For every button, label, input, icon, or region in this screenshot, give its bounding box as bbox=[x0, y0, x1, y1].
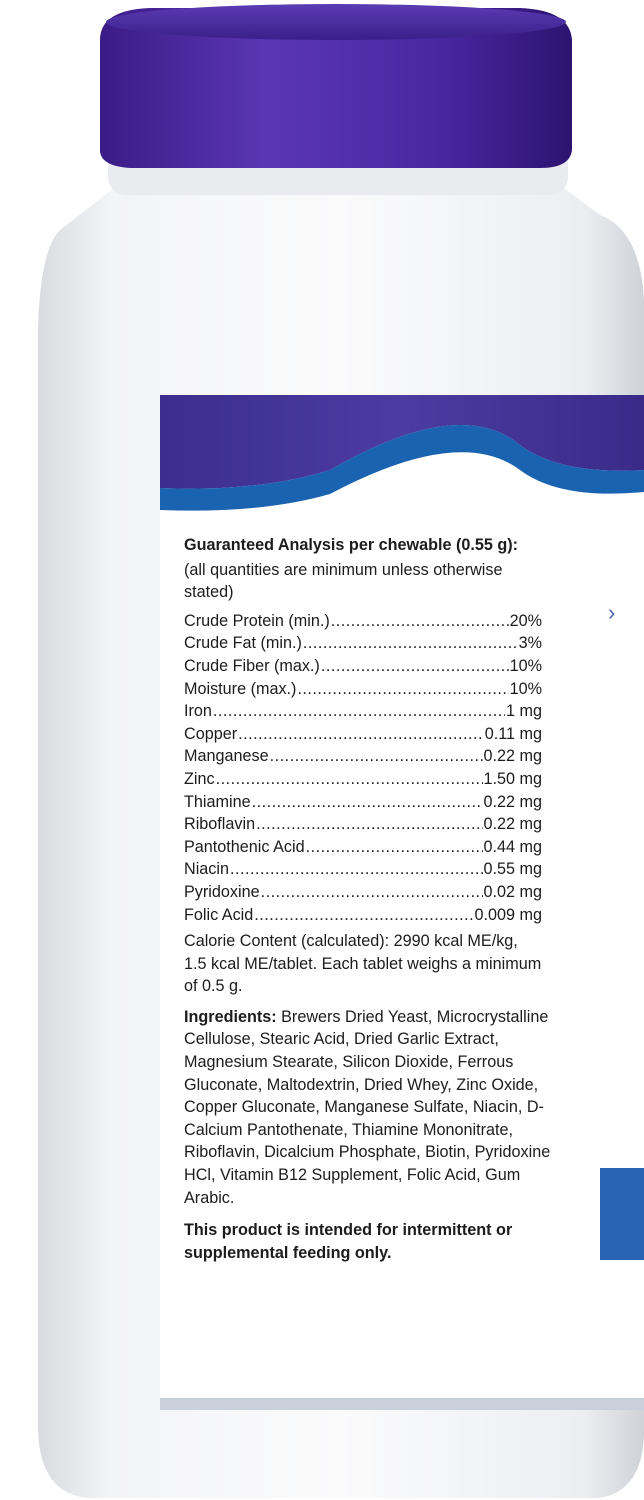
analysis-name: Moisture (max.) bbox=[184, 679, 297, 698]
analysis-name: Crude Fat (min.) bbox=[184, 634, 302, 653]
dot-leader bbox=[321, 655, 509, 678]
analysis-name: Riboflavin bbox=[184, 815, 256, 834]
analysis-list bbox=[184, 610, 556, 926]
analysis-row bbox=[184, 700, 542, 723]
dot-leader bbox=[230, 858, 483, 881]
dot-leader bbox=[213, 700, 505, 723]
calorie-content: Calorie Content (calculated): 2990 kcal ME/kg, 1.5 kcal ME/tablet. Each tablet weighs a minimum of 0.5 g. bbox=[184, 932, 542, 996]
analysis-row bbox=[184, 655, 542, 678]
analysis-value: 0.22 mg bbox=[483, 792, 542, 811]
ingredients-label: Ingredients: bbox=[184, 1007, 277, 1026]
dot-leader bbox=[216, 768, 483, 791]
analysis-value: 3% bbox=[518, 634, 542, 653]
analysis-row bbox=[184, 723, 542, 746]
analysis-name: Pyridoxine bbox=[184, 882, 260, 901]
analysis-value: 0.55 mg bbox=[483, 860, 542, 879]
analysis-heading: Guaranteed Analysis per chewable (0.55 g): bbox=[184, 536, 519, 554]
dot-leader bbox=[256, 813, 482, 836]
analysis-row bbox=[184, 813, 542, 836]
analysis-row bbox=[184, 768, 542, 791]
cap-top bbox=[106, 4, 566, 40]
analysis-row bbox=[184, 745, 542, 768]
analysis-row bbox=[184, 904, 542, 927]
dot-leader bbox=[306, 836, 483, 859]
analysis-row bbox=[184, 881, 542, 904]
disclaimer: This product is intended for intermittent or supplemental feeding only. bbox=[184, 1221, 513, 1262]
dot-leader bbox=[270, 745, 483, 768]
analysis-name: Zinc bbox=[184, 769, 215, 788]
analysis-name: Pantothenic Acid bbox=[184, 837, 305, 856]
analysis-value: 0.11 mg bbox=[484, 724, 542, 743]
analysis-name: Copper bbox=[184, 724, 238, 743]
analysis-row bbox=[184, 632, 542, 655]
analysis-row bbox=[184, 791, 542, 814]
dot-leader bbox=[254, 904, 473, 927]
analysis-value: 20% bbox=[509, 611, 542, 630]
analysis-value: 0.009 mg bbox=[474, 905, 542, 924]
side-mark: › bbox=[608, 600, 616, 625]
analysis-name: Crude Protein (min.) bbox=[184, 611, 330, 630]
analysis-value: 0.22 mg bbox=[483, 815, 542, 834]
analysis-row bbox=[184, 610, 542, 633]
label-bottom-stripe bbox=[160, 1398, 644, 1410]
analysis-value: 10% bbox=[509, 679, 542, 698]
dot-leader bbox=[261, 881, 483, 904]
dot-leader bbox=[252, 791, 483, 814]
label-text bbox=[184, 526, 556, 1264]
analysis-value: 0.22 mg bbox=[483, 747, 542, 766]
ingredients-text: Brewers Dried Yeast, Microcrystalline Cellulose, Stearic Acid, Dried Garlic Extract, Magnesium Stearate, Silicon Dioxide, Ferrous Gluconate, Maltodextrin, Dried Whey, Zinc Oxide, Copper Gluconate, Manganese Sulfate, Niacin, D-Calcium Pantothenate, Thiamine Mononitrate, Riboflavin, Dicalcium Phosphate, Biotin, Pyridoxine HCl, Vitamin B12 Supplement, Folic Acid, Gum Arabic. bbox=[184, 1007, 551, 1207]
analysis-value: 10% bbox=[509, 656, 542, 675]
dot-leader bbox=[297, 678, 508, 701]
analysis-row bbox=[184, 836, 542, 859]
analysis-name: Niacin bbox=[184, 860, 229, 879]
analysis-note: (all quantities are minimum unless otherwise stated) bbox=[184, 560, 503, 602]
analysis-name: Iron bbox=[184, 702, 212, 721]
analysis-name: Crude Fiber (max.) bbox=[184, 656, 320, 675]
analysis-value: 0.44 mg bbox=[483, 837, 542, 856]
analysis-row bbox=[184, 678, 542, 701]
analysis-value: 1.50 mg bbox=[483, 769, 542, 788]
dot-leader bbox=[238, 723, 484, 746]
analysis-name: Manganese bbox=[184, 747, 269, 766]
dot-leader bbox=[331, 610, 509, 633]
side-blue-bar bbox=[600, 1168, 644, 1260]
analysis-name: Thiamine bbox=[184, 792, 251, 811]
ingredients bbox=[184, 1006, 564, 1209]
analysis-value: 1 mg bbox=[506, 702, 542, 721]
analysis-value: 0.02 mg bbox=[483, 882, 542, 901]
analysis-name: Folic Acid bbox=[184, 905, 254, 924]
dot-leader bbox=[303, 632, 518, 655]
analysis-row bbox=[184, 858, 542, 881]
